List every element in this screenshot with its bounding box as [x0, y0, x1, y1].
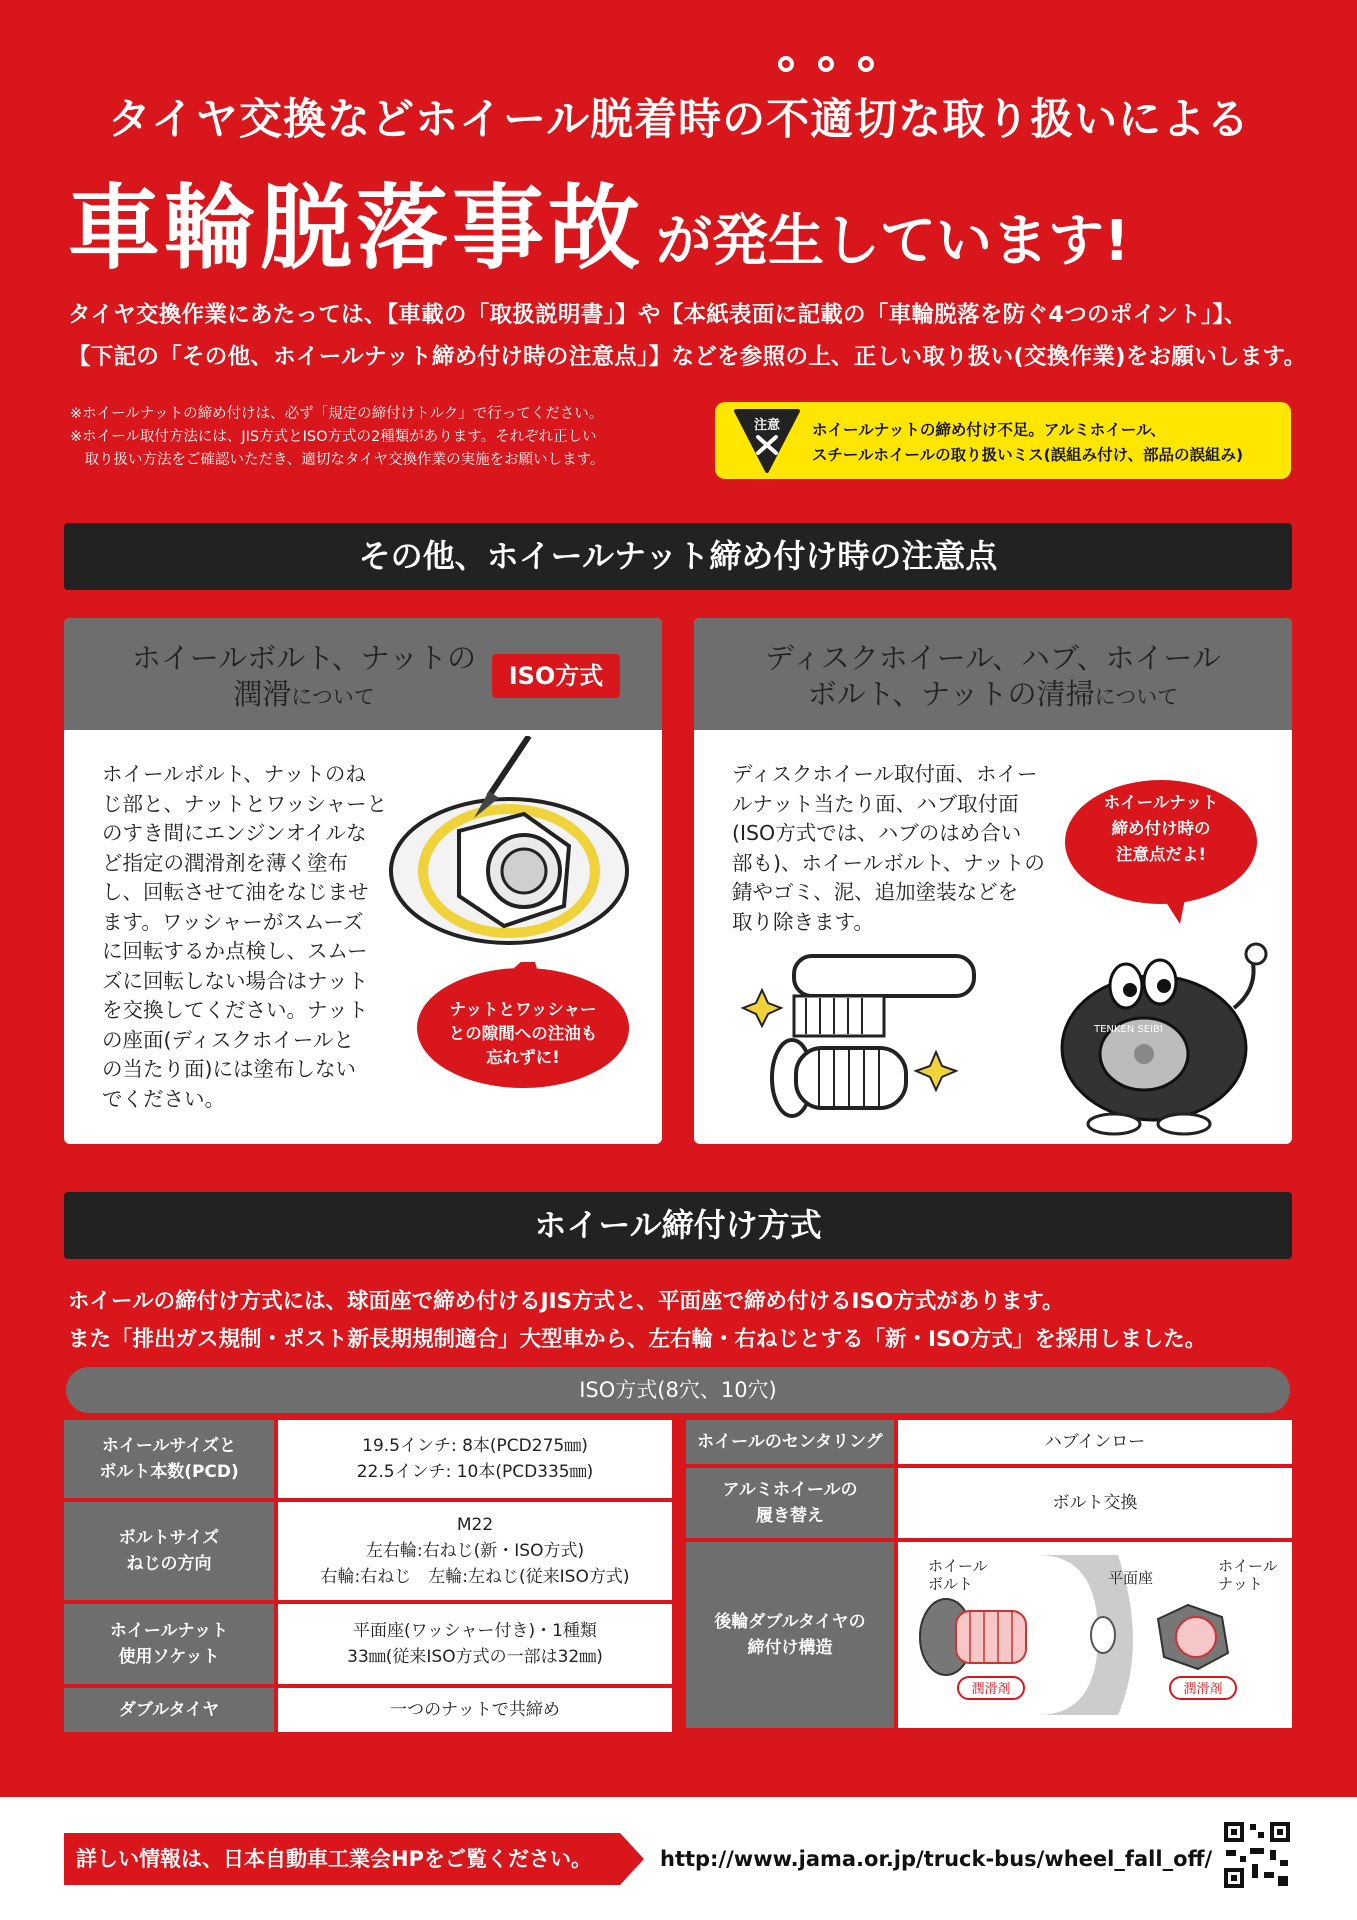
table-row	[64, 1502, 672, 1600]
card-lubrication-title	[114, 640, 494, 715]
section-title-precautions: その他、ホイールナット締め付け時の注意点	[64, 523, 1292, 590]
card-lubrication-title-suffix: について	[291, 685, 375, 709]
body-line: の当たり面)には塗布しない	[102, 1057, 356, 1081]
brush-bolt-illustration	[734, 948, 994, 1128]
card-cleaning-title-line2: ボルト、ナットの清掃	[807, 677, 1095, 711]
footer-info-text: 詳しい情報は、日本自動車工業会HPをご覧ください。	[76, 1847, 592, 1871]
table-row	[64, 1604, 672, 1684]
bubble-line: 締め付け時の	[1111, 819, 1211, 838]
table-header-cell: ホイールサイズと ボルト本数(PCD)	[64, 1420, 278, 1498]
table-row	[686, 1542, 1292, 1728]
caution-badge-text: 注意	[753, 418, 781, 433]
table-row	[64, 1688, 672, 1732]
nut-washer-illustration	[364, 736, 654, 966]
body-line: ディスクホイール取付面、ホイー	[732, 762, 1038, 786]
intro-line1: タイヤ交換作業にあたっては、【車載の「取扱説明書」】や【本紙表面に記載の「車輪脱落を防ぐ4つのポイント」】、	[68, 302, 1247, 328]
fastening-line1: ホイールの締付け方式には、球面座で締め付けるJIS方式と、平面座で締め付けるISO方式があります。	[68, 1289, 1064, 1314]
bubble-line: ナットとワッシャー	[449, 1000, 597, 1019]
table-value-cell: 19.5インチ: 8本(PCD275㎜) 22.5インチ: 10本(PCD335㎜)	[278, 1420, 672, 1498]
body-line: 取り除きます。	[732, 909, 874, 934]
body-line: の座面(ディスクホイールと	[102, 1027, 354, 1052]
table-row	[686, 1468, 1292, 1538]
lube-label-nut: 潤滑剤	[1183, 1682, 1223, 1697]
table-value-cell: M22 左右輪:右ねじ(新・ISO方式) 右輪:右ねじ 左輪:左ねじ(従来ISO方式)	[278, 1502, 672, 1600]
card-cleaning-title-line1: ディスクホイール、ハブ、ホイール	[765, 641, 1221, 675]
fastening-line2: また「排出ガス規制・ポスト新長期規制適合」大型車から、左右輪・右ねじとする「新・ISO方式」を採用しました。	[68, 1327, 1207, 1352]
table-row	[64, 1420, 672, 1498]
table-value-cell: ハブインロー	[898, 1420, 1292, 1464]
body-line: ホイールボルト、ナットのね	[102, 762, 366, 786]
body-line: でください。	[102, 1086, 225, 1111]
bubble-line: ホイールナット	[1103, 793, 1219, 812]
body-line: のすき間にエンジンオイルな	[102, 821, 367, 845]
table-header-cell: ホイールのセンタリング	[686, 1420, 898, 1464]
headline-line2	[68, 155, 1290, 287]
body-line: じ部と、ナットとワッシャーと	[102, 791, 388, 816]
headline-main: 車輪脱落事故	[68, 175, 645, 282]
body-line: し、回転させて油をなじませ	[102, 880, 369, 904]
table-value-cell: 平面座(ワッシャー付き)・1種類 33㎜(従来ISO方式の一部は32㎜)	[278, 1604, 672, 1684]
table-header-cell: 後輪ダブルタイヤの 締付け構造	[686, 1542, 898, 1728]
qr-code-icon[interactable]	[1222, 1820, 1292, 1890]
card-cleaning-title	[694, 640, 1292, 715]
iso-method-pill: ISO方式(8穴、10穴)	[66, 1367, 1290, 1413]
intro-line2: 【下記の「その他、ホイールナット締め付け時の注意点」】などを参照の上、正しい取り扱い(交換作業)をお願いします。	[68, 344, 1307, 370]
body-line: ど指定の潤滑剤を薄く塗布	[102, 850, 348, 875]
warning-text	[812, 418, 1243, 468]
label-wheel-bolt-2: ボルト	[928, 1575, 974, 1593]
table-header-cell: ダブルタイヤ	[64, 1688, 278, 1732]
fastening-description	[68, 1283, 1298, 1359]
body-line: を交換してください。ナット	[102, 998, 369, 1022]
iso-method-badge: ISO方式	[492, 654, 620, 698]
body-line: (ISO方式では、ハブのはめ合い	[732, 821, 1022, 845]
warning-line1: ホイールナットの締め付け不足。アルミホイール、	[812, 421, 1166, 439]
card-lubrication-title-line2: 潤滑	[233, 677, 292, 711]
card-cleaning	[694, 618, 1292, 1144]
note-3: 取り扱い方法をご確認いただき、適切なタイヤ交換作業の実施をお願いします。	[70, 452, 605, 468]
speech-bubble-oil-text	[416, 998, 630, 1070]
label-wheel-nut-2: ナット	[1218, 1575, 1263, 1593]
bubble-line: 忘れずに!	[486, 1048, 560, 1067]
spec-table-right	[686, 1416, 1292, 1732]
note-2: ※ホイール取付方法には、JIS方式とISO方式の2種類があります。それぞれ正しい	[70, 429, 597, 445]
label-flat-seat: 平面座	[1108, 1569, 1154, 1587]
mascot-label: TENKEN SEIBI	[1094, 1024, 1163, 1035]
body-line: ズに回転しない場合はナット	[102, 968, 369, 993]
body-line: ます。ワッシャーがスムーズ	[102, 909, 364, 934]
body-line: 錆やゴミ、泥、追加塗装などを	[732, 880, 1019, 904]
emphasis-dots	[778, 56, 898, 78]
table-row	[686, 1420, 1292, 1464]
warning-line2: スチールホイールの取り扱いミス(誤組み付け、部品の誤組み)	[812, 446, 1244, 464]
card-lubrication	[64, 618, 662, 1144]
headline-line1: タイヤ交換などホイール脱着時の不適切な取り扱いによる	[107, 95, 1251, 145]
notes	[70, 403, 690, 472]
table-header-cell: ボルトサイズ ねじの方向	[64, 1502, 278, 1600]
table-diagram-cell	[898, 1542, 1292, 1728]
table-value-cell: ボルト交換	[898, 1468, 1292, 1538]
lube-label-bolt: 潤滑剤	[971, 1682, 1011, 1697]
headline-suffix: が発生しています!	[656, 209, 1130, 274]
card-lubrication-body	[102, 760, 402, 1114]
footer-url-link[interactable]: http://www.jama.or.jp/truck-bus/wheel_fall_off/	[660, 1847, 1213, 1871]
section-title-fastening: ホイール締付け方式	[64, 1192, 1292, 1259]
label-wheel-bolt-1: ホイール	[928, 1557, 988, 1575]
caution-tools-icon	[732, 405, 802, 475]
card-cleaning-body	[732, 760, 1052, 937]
spec-table-left	[64, 1416, 672, 1736]
table-header-cell: アルミホイールの 履き替え	[686, 1468, 898, 1538]
intro-text	[68, 294, 1307, 378]
speech-bubble-mascot-text	[1064, 790, 1258, 868]
body-line: ルナット当たり面、ハブ取付面	[732, 791, 1019, 816]
bubble-line: 注意点だよ!	[1115, 845, 1207, 864]
tire-mascot-illustration	[1034, 928, 1284, 1138]
note-1: ※ホイールナットの締め付けは、必ず「規定の締付けトルク」で行ってください。	[70, 406, 604, 422]
label-wheel-nut-1: ホイール	[1218, 1557, 1278, 1575]
card-lubrication-title-line1: ホイールボルト、ナットの	[131, 641, 477, 675]
bubble-line: との隙間への注油も	[448, 1024, 598, 1043]
table-value-cell: 一つのナットで共締め	[278, 1688, 672, 1732]
card-cleaning-title-suffix: について	[1094, 685, 1179, 709]
table-header-cell: ホイールナット 使用ソケット	[64, 1604, 278, 1684]
body-line: に回転するか点検し、スムー	[102, 939, 368, 963]
double-tire-diagram	[898, 1545, 1284, 1725]
body-line: 部も)、ホイールボルト、ナットの	[732, 850, 1045, 875]
